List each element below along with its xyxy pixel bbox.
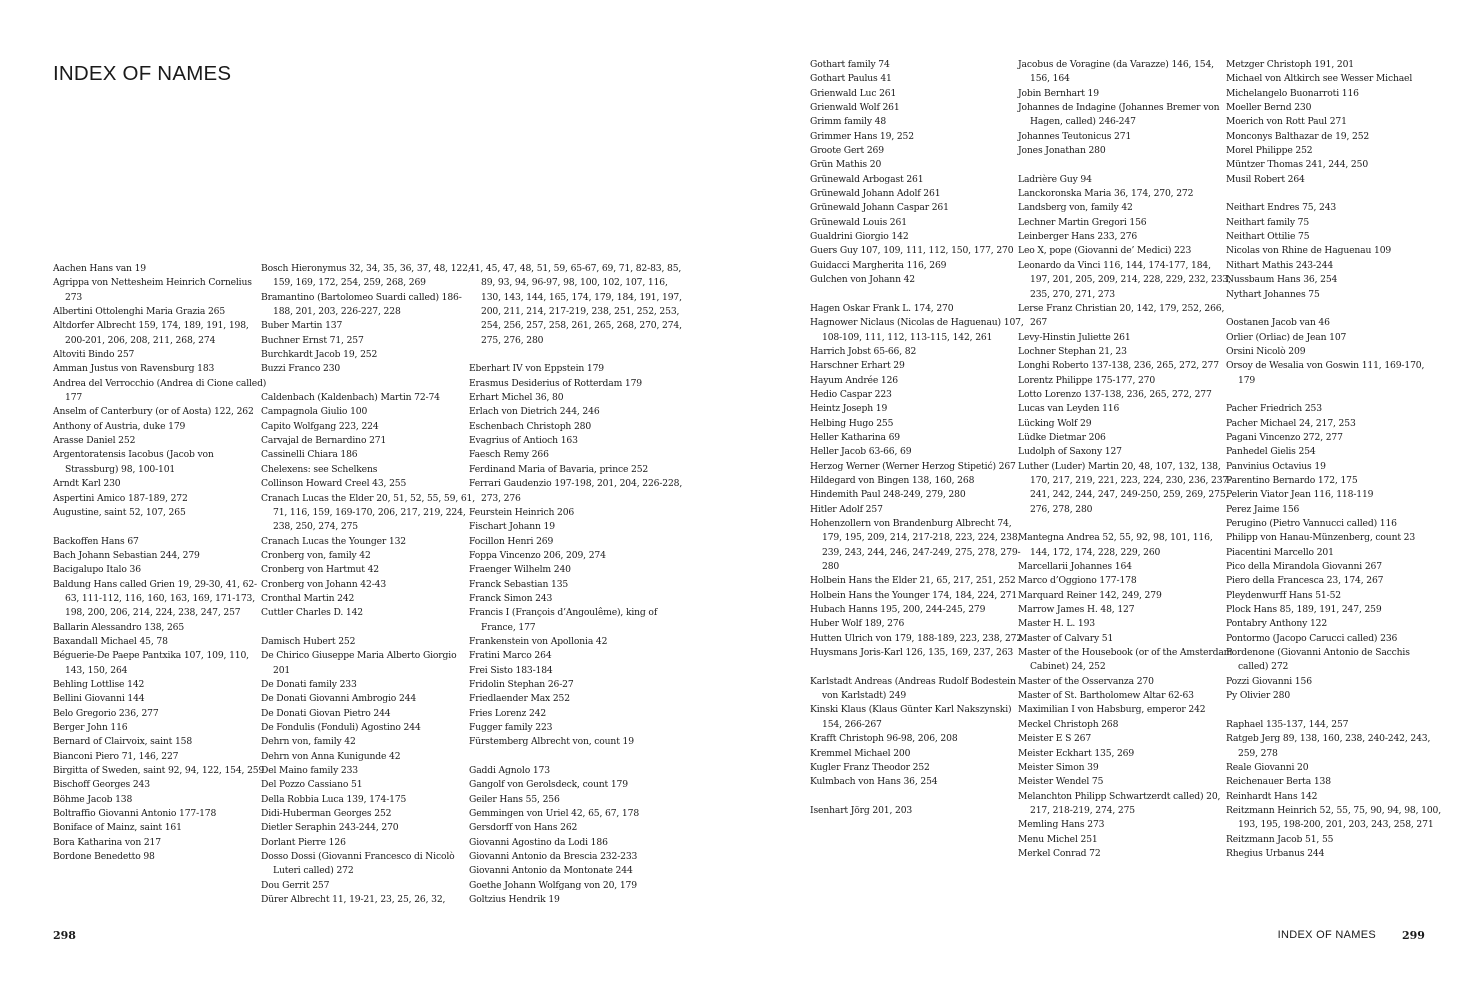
index-entry: Friedlaender Max 252 bbox=[469, 693, 570, 705]
index-entry: Fries Lorenz 242 bbox=[469, 707, 547, 719]
index-entry: Boniface of Mainz, saint 161 bbox=[53, 822, 182, 834]
index-entry: Altdorfer Albrecht 159, 174, 189, 191, 198, 200-201, 206, 208, 211, 268, 274 bbox=[53, 320, 249, 346]
index-entry: Hubach Hanns 195, 200, 244-245, 279 bbox=[810, 604, 986, 616]
index-entry: Dosso Dossi (Giovanni Francesco di Nicolò Luteri called) 272 bbox=[261, 851, 455, 877]
index-entry: Memling Hans 273 bbox=[1018, 819, 1105, 831]
index-entry: Lotto Lorenzo 137-138, 236, 265, 272, 277 bbox=[1018, 388, 1212, 400]
index-entry: Meister E S 267 bbox=[1018, 733, 1092, 745]
index-entry: Herzog Werner (Werner Herzog Stipetić) 267 bbox=[810, 460, 1016, 472]
index-entry: Neithart family 75 bbox=[1226, 216, 1310, 228]
page-title: INDEX OF NAMES bbox=[53, 62, 232, 85]
index-entry: Del Maino family 233 bbox=[261, 765, 358, 777]
index-entry: Baldung Hans called Grien 19, 29-30, 41, 62-63, 111-112, 116, 160, 163, 169, 171-173, 198, 200, 206, 214, 224, 238, 247, 257 bbox=[53, 578, 257, 619]
index-entry: Michael von Altkirch see Wesser Michael bbox=[1226, 73, 1413, 85]
index-entry: Master of St. Bartholomew Altar 62-63 bbox=[1018, 690, 1194, 702]
index-entry: Heller Jacob 63-66, 69 bbox=[810, 446, 912, 458]
index-entry: Gersdorff von Hans 262 bbox=[469, 822, 578, 834]
index-entry: Kremmel Michael 200 bbox=[810, 747, 911, 759]
index-entry: Berger John 116 bbox=[53, 722, 128, 733]
index-entry: Parentino Bernardo 172, 175 bbox=[1226, 474, 1358, 486]
index-entry: Altoviti Bindo 257 bbox=[53, 349, 135, 361]
index-entry: Hagen Oskar Frank L. 174, 270 bbox=[810, 302, 954, 314]
index-entry: Dou Gerrit 257 bbox=[261, 879, 330, 891]
index-entry: Fraenger Wilhelm 240 bbox=[469, 564, 571, 576]
index-entry: Bacigalupo Italo 36 bbox=[53, 564, 141, 576]
index-entry: Plock Hans 85, 189, 191, 247, 259 bbox=[1226, 604, 1382, 616]
index-entry: Eschenbach Christoph 280 bbox=[469, 420, 592, 432]
index-entry: Pelerin Viator Jean 116, 118-119 bbox=[1226, 489, 1374, 501]
index-entry: Grünewald Arbogast 261 bbox=[810, 173, 924, 185]
index-entry: Meckel Christoph 268 bbox=[1018, 718, 1119, 730]
index-entry: Ferrari Gaudenzio 197-198, 201, 204, 226-228, 273, 276 bbox=[469, 478, 683, 504]
index-entry: Geiler Hans 55, 256 bbox=[469, 793, 560, 805]
index-entry: Faesch Remy 266 bbox=[469, 449, 549, 461]
index-entry: Guers Guy 107, 109, 111, 112, 150, 177, 270 bbox=[810, 245, 1014, 257]
index-entry: Frankenstein von Apollonia 42 bbox=[469, 635, 608, 647]
index-entry: Moeller Bernd 230 bbox=[1226, 102, 1312, 114]
index-entry: Carvajal de Bernardino 271 bbox=[261, 435, 387, 447]
index-entry: Birgitta of Sweden, saint 92, 94, 122, 154, 259 bbox=[53, 765, 265, 777]
index-entry: Michelangelo Buonarroti 116 bbox=[1226, 87, 1359, 99]
index-entry: Hitler Adolf 257 bbox=[810, 503, 883, 515]
index-entry: Marquard Reiner 142, 249, 279 bbox=[1018, 589, 1162, 601]
index-entry: Lechner Martin Gregori 156 bbox=[1018, 216, 1147, 228]
index-entry: Master of Calvary 51 bbox=[1018, 632, 1114, 644]
index-entry: De Fondulis (Fonduli) Agostino 244 bbox=[261, 722, 421, 733]
index-entry: Pico della Mirandola Giovanni 267 bbox=[1226, 561, 1382, 573]
index-entry: Franck Simon 243 bbox=[469, 592, 553, 604]
index-entry: Landsberg von, family 42 bbox=[1018, 202, 1133, 214]
index-entry: Augustine, saint 52, 107, 265 bbox=[53, 506, 186, 518]
index-entry: Buzzi Franco 230 bbox=[261, 363, 341, 375]
index-entry: Holbein Hans the Elder 21, 65, 217, 251, 252 bbox=[810, 575, 1016, 587]
index-entry: Goltzius Hendrik 19 bbox=[469, 894, 560, 906]
index-entry: Panvinius Octavius 19 bbox=[1226, 460, 1326, 472]
index-entry: Neithart Endres 75, 243 bbox=[1226, 202, 1337, 214]
index-entry: Pacher Friedrich 253 bbox=[1226, 403, 1322, 415]
index-entry: Metzger Christoph 191, 201 bbox=[1226, 59, 1354, 70]
index-entry: Backoffen Hans 67 bbox=[53, 535, 139, 547]
index-column-3 bbox=[469, 262, 684, 907]
index-entry: Jones Jonathan 280 bbox=[1018, 145, 1106, 157]
index-entry: Bernard of Clairvoix, saint 158 bbox=[53, 736, 193, 748]
index-entry: Lüdke Dietmar 206 bbox=[1018, 431, 1106, 443]
index-entry: Erasmus Desiderius of Rotterdam 179 bbox=[469, 377, 643, 389]
index-entry: Helbing Hugo 255 bbox=[810, 417, 894, 429]
index-entry: Feurstein Heinrich 206 bbox=[469, 506, 575, 518]
index-entry: Dorlant Pierre 126 bbox=[261, 836, 346, 848]
index-entry: Harschner Erhart 29 bbox=[810, 360, 905, 372]
index-entry: Mantegna Andrea 52, 55, 92, 98, 101, 116, 144, 172, 174, 228, 229, 260 bbox=[1018, 532, 1213, 558]
index-entry: Cronberg von, family 42 bbox=[261, 549, 371, 561]
index-entry: Aachen Hans van 19 bbox=[53, 263, 146, 274]
index-entry: Lanckoronska Maria 36, 174, 270, 272 bbox=[1018, 188, 1194, 200]
index-entry: Pacher Michael 24, 217, 253 bbox=[1226, 417, 1356, 429]
index-entry: Ferdinand Maria of Bavaria, prince 252 bbox=[469, 463, 649, 475]
index-entry: Bosch Hieronymus 32, 34, 35, 36, 37, 48, 122, 159, 169, 172, 254, 259, 268, 269 bbox=[261, 263, 471, 289]
index-entry: Raphael 135-137, 144, 257 bbox=[1226, 718, 1349, 730]
index-entry: Müntzer Thomas 241, 244, 250 bbox=[1226, 159, 1369, 171]
index-entry: Reitzmann Heinrich 52, 55, 75, 90, 94, 98, 100, 193, 195, 198-200, 201, 203, 243, 258, 271 bbox=[1226, 804, 1441, 831]
index-entry: Baxandall Michael 45, 78 bbox=[53, 635, 168, 647]
index-entry: Meister Simon 39 bbox=[1018, 761, 1099, 773]
index-entry: Karlstadt Andreas (Andreas Rudolf Bodestein von Karlstadt) 249 bbox=[810, 675, 1016, 702]
index-entry: Campagnola Giulio 100 bbox=[261, 406, 368, 418]
index-entry: Leo X, pope (Giovanni de’ Medici) 223 bbox=[1018, 245, 1192, 257]
index-entry: Marco d’Oggiono 177-178 bbox=[1018, 575, 1137, 587]
index-entry: Hedio Caspar 223 bbox=[810, 388, 892, 400]
index-entry: Erlach von Dietrich 244, 246 bbox=[469, 406, 600, 418]
index-entry: De Chirico Giuseppe Maria Alberto Giorgio 201 bbox=[261, 650, 457, 676]
index-entry: Gangolf von Gerolsdeck, count 179 bbox=[469, 779, 628, 791]
index-entry: Hohenzollern von Brandenburg Albrecht 74, 179, 195, 209, 214, 217-218, 223, 224, 238, 239, 243, 244, 246, 247-249, 275, 278, 279-280 bbox=[810, 518, 1021, 573]
index-entry: Boltraffio Giovanni Antonio 177-178 bbox=[53, 808, 217, 820]
index-entry: Grimm family 48 bbox=[810, 116, 887, 128]
index-entry: Pleydenwurff Hans 51-52 bbox=[1226, 589, 1341, 601]
index-entry: Dietler Seraphin 243-244, 270 bbox=[261, 822, 399, 834]
index-entry: Grimmer Hans 19, 252 bbox=[810, 130, 914, 142]
index-entry: Kinski Klaus (Klaus Günter Karl Nakszynski) 154, 266-267 bbox=[810, 704, 1012, 730]
index-entry: Grienwald Luc 261 bbox=[810, 87, 897, 99]
index-entry: Bellini Giovanni 144 bbox=[53, 693, 145, 705]
index-entry: Arndt Karl 230 bbox=[53, 478, 121, 490]
running-head: INDEX OF NAMES bbox=[1277, 929, 1376, 941]
index-entry: Musil Robert 264 bbox=[1226, 173, 1305, 185]
index-entry: Lucas van Leyden 116 bbox=[1018, 403, 1120, 415]
index-entry: Perez Jaime 156 bbox=[1226, 503, 1300, 515]
index-entry: Johannes Teutonicus 271 bbox=[1018, 130, 1132, 142]
index-entry: Reitzmann Jacob 51, 55 bbox=[1226, 833, 1334, 845]
index-entry: Master H. L. 193 bbox=[1018, 618, 1095, 630]
index-entry: Franck Sebastian 135 bbox=[469, 578, 569, 590]
index-entry: Gaddi Agnolo 173 bbox=[469, 765, 550, 777]
index-entry: Francis I (François d’Angoulême), king of France, 177 bbox=[469, 607, 658, 633]
index-entry: Focillon Henri 269 bbox=[469, 535, 554, 547]
index-entry: Grün Mathis 20 bbox=[810, 159, 882, 171]
index-entry: Dehrn von Anna Kunigunde 42 bbox=[261, 750, 401, 762]
index-entry: Nussbaum Hans 36, 254 bbox=[1226, 274, 1338, 286]
index-entry: Cranach Lucas the Younger 132 bbox=[261, 535, 406, 547]
index-entry: Didi-Huberman Georges 252 bbox=[261, 808, 392, 820]
index-entry: Buber Martin 137 bbox=[261, 320, 343, 332]
index-entry: Collinson Howard Creel 43, 255 bbox=[261, 478, 407, 490]
index-entry: Master of the Osservanza 270 bbox=[1018, 675, 1154, 687]
index-entry: Orlier (Orliac) de Jean 107 bbox=[1226, 331, 1347, 343]
index-entry: Giovanni Antonio da Brescia 232-233 bbox=[469, 851, 638, 863]
index-entry: Pordenone (Giovanni Antonio de Sacchis called) 272 bbox=[1226, 647, 1410, 673]
index-entry: Hildegard von Bingen 138, 160, 268 bbox=[810, 474, 975, 486]
index-entry: Foppa Vincenzo 206, 209, 274 bbox=[469, 549, 606, 561]
index-entry: Lücking Wolf 29 bbox=[1018, 417, 1092, 429]
index-column-2 bbox=[261, 262, 476, 907]
index-entry: Eberhart IV von Eppstein 179 bbox=[469, 363, 604, 375]
index-entry: Lochner Stephan 21, 23 bbox=[1018, 345, 1127, 357]
index-entry: Philipp von Hanau-Münzenberg, count 23 bbox=[1226, 532, 1416, 544]
index-entry: Reinhardt Hans 142 bbox=[1226, 790, 1318, 802]
index-entry: Harrich Jobst 65-66, 82 bbox=[810, 345, 917, 357]
index-column-1 bbox=[53, 262, 268, 864]
index-entry: Piero della Francesca 23, 174, 267 bbox=[1226, 575, 1384, 587]
index-entry: Rhegius Urbanus 244 bbox=[1226, 847, 1325, 859]
index-entry: Py Olivier 280 bbox=[1226, 690, 1291, 702]
index-entry: Pagani Vincenzo 272, 277 bbox=[1226, 431, 1343, 443]
index-entry: Master of the Housebook (or of the Amsterdam Cabinet) 24, 252 bbox=[1018, 647, 1233, 673]
index-entry: Amman Justus von Ravensburg 183 bbox=[53, 363, 215, 375]
index-entry: Andrea del Verrocchio (Andrea di Cione called) 177 bbox=[53, 377, 267, 404]
index-entry: Huber Wolf 189, 276 bbox=[810, 618, 905, 630]
index-entry: Del Pozzo Cassiano 51 bbox=[261, 779, 363, 791]
index-entry: Dürer Albrecht 11, 19-21, 23, 25, 26, 32, bbox=[261, 894, 446, 906]
index-entry: Behling Lottlise 142 bbox=[53, 678, 145, 690]
index-entry: Maximilian I von Habsburg, emperor 242 bbox=[1018, 704, 1206, 716]
index-entry: Melanchton Philipp Schwartzerdt called) 20, 217, 218-219, 274, 275 bbox=[1018, 790, 1221, 816]
index-entry: Jobin Bernhart 19 bbox=[1018, 87, 1099, 99]
index-entry: Damisch Hubert 252 bbox=[261, 635, 356, 647]
index-entry: Hayum Andrée 126 bbox=[810, 374, 898, 386]
index-entry: Pontabry Anthony 122 bbox=[1226, 618, 1328, 630]
index-entry: Gothart Paulus 41 bbox=[810, 73, 892, 85]
index-entry: Aspertini Amico 187-189, 272 bbox=[53, 492, 188, 504]
index-entry: Grünewald Johann Adolf 261 bbox=[810, 188, 941, 200]
index-entry: Arasse Daniel 252 bbox=[53, 435, 136, 447]
index-entry: Böhme Jacob 138 bbox=[53, 793, 133, 805]
index-entry: Groote Gert 269 bbox=[810, 145, 884, 157]
index-column-6 bbox=[1226, 58, 1441, 861]
index-entry: Evagrius of Antioch 163 bbox=[469, 435, 578, 447]
index-entry: Lerse Franz Christian 20, 142, 179, 252, 266, 267 bbox=[1018, 302, 1225, 329]
index-entry: Erhart Michel 36, 80 bbox=[469, 392, 564, 404]
index-entry: Meister Eckhart 135, 269 bbox=[1018, 747, 1135, 759]
index-entry: Johannes de Indagine (Johannes Bremer von Hagen, called) 246-247 bbox=[1018, 102, 1220, 128]
index-column-4 bbox=[810, 58, 1025, 818]
index-entry: Luther (Luder) Martin 20, 48, 107, 132, 138, 170, 217, 219, 221, 223, 224, 230, 236, 237-241, 242, 244, 247, 249-250, 259, 269, 275, 276, 278, 280 bbox=[1018, 460, 1232, 515]
index-entry: Cronberg von Hartmut 42 bbox=[261, 564, 379, 576]
index-entry: Ladrière Guy 94 bbox=[1018, 173, 1092, 185]
index-entry: Nythart Johannes 75 bbox=[1226, 288, 1320, 300]
index-entry: Merkel Conrad 72 bbox=[1018, 847, 1101, 859]
index-entry: Bach Johann Sebastian 244, 279 bbox=[53, 549, 200, 561]
index-entry: Huysmans Joris-Karl 126, 135, 169, 237, 263 bbox=[810, 647, 1014, 659]
index-entry: Gemmingen von Uriel 42, 65, 67, 178 bbox=[469, 808, 640, 820]
index-entry: Belo Gregorio 236, 277 bbox=[53, 707, 159, 719]
index-entry: Ludolph of Saxony 127 bbox=[1018, 446, 1122, 458]
index-entry: Cronberg von Johann 42-43 bbox=[261, 578, 387, 590]
index-entry: Giovanni Antonio da Montonate 244 bbox=[469, 865, 633, 877]
index-entry: Buchner Ernst 71, 257 bbox=[261, 334, 364, 346]
index-entry: Kulmbach von Hans 36, 254 bbox=[810, 776, 938, 788]
index-entry: Isenhart Jörg 201, 203 bbox=[810, 804, 913, 816]
index-entry: Albertini Ottolenghi Maria Grazia 265 bbox=[53, 306, 226, 318]
index-entry: Caldenbach (Kaldenbach) Martin 72-74 bbox=[261, 392, 440, 404]
index-entry: Fürstemberg Albrecht von, count 19 bbox=[469, 736, 634, 748]
index-entry: Leinberger Hans 233, 276 bbox=[1018, 231, 1138, 243]
index-entry: Fischart Johann 19 bbox=[469, 521, 555, 533]
index-entry: Longhi Roberto 137-138, 236, 265, 272, 277 bbox=[1018, 360, 1219, 372]
index-entry: Chelexens: see Schelkens bbox=[261, 463, 378, 475]
index-entry: Cuttler Charles D. 142 bbox=[261, 607, 363, 619]
index-entry: Heller Katharina 69 bbox=[810, 431, 900, 443]
index-entry: Menu Michel 251 bbox=[1018, 833, 1098, 845]
index-entry: Neithart Ottilie 75 bbox=[1226, 231, 1310, 243]
index-entry: Gualdrini Giorgio 142 bbox=[810, 231, 909, 243]
index-entry: Meister Wendel 75 bbox=[1018, 776, 1104, 788]
index-entry: Bordone Benedetto 98 bbox=[53, 851, 155, 863]
index-entry: Hutten Ulrich von 179, 188-189, 223, 238, 272 bbox=[810, 632, 1023, 644]
index-entry: Piacentini Marcello 201 bbox=[1226, 546, 1334, 558]
index-entry: Anselm of Canterbury (or of Aosta) 122, 262 bbox=[53, 406, 254, 418]
index-entry: Heintz Joseph 19 bbox=[810, 403, 888, 415]
index-entry: Cranach Lucas the Elder 20, 51, 52, 55, 59, 61, 71, 116, 159, 169-170, 206, 217, 219, 224, 238, 250, 274, 275 bbox=[261, 492, 476, 533]
page-number-right: 299 bbox=[1402, 929, 1425, 942]
index-entry: Bianconi Piero 71, 146, 227 bbox=[53, 750, 179, 762]
index-entry: Cronthal Martin 242 bbox=[261, 592, 355, 604]
index-entry: 41, 45, 47, 48, 51, 59, 65-67, 69, 71, 82-83, 85, 89, 93, 94, 96-97, 98, 100, 102, 107, 116, 130, 143, 144, 165, 174, 179, 184, 191, 197, 200, 211, 214, 217-219, 238, 251, 252, 253, 254, 256, 257, 258, 261, 265, 268, 270, 274, 275, 276, 280 bbox=[469, 263, 682, 346]
index-entry: Nicolas von Rhine de Haguenau 109 bbox=[1226, 245, 1392, 257]
index-entry: Goethe Johann Wolfgang von 20, 179 bbox=[469, 879, 637, 891]
index-entry: Reale Giovanni 20 bbox=[1226, 761, 1309, 773]
index-entry: Grienwald Wolf 261 bbox=[810, 102, 900, 114]
index-entry: Argentoratensis Iacobus (Jacob von Strassburg) 98, 100-101 bbox=[53, 449, 214, 475]
index-entry: Krafft Christoph 96-98, 206, 208 bbox=[810, 733, 958, 745]
index-entry: Pozzi Giovanni 156 bbox=[1226, 675, 1312, 687]
index-entry: Holbein Hans the Younger 174, 184, 224, 271 bbox=[810, 589, 1018, 601]
index-entry: Jacobus de Voragine (da Varazze) 146, 154, 156, 164 bbox=[1018, 59, 1214, 85]
index-entry: Bischoff Georges 243 bbox=[53, 779, 150, 791]
index-entry: Moerich von Rott Paul 271 bbox=[1226, 116, 1347, 128]
index-entry: Leonardo da Vinci 116, 144, 174-177, 184, 197, 201, 205, 209, 214, 228, 229, 232, 233, 235, 270, 271, 273 bbox=[1018, 259, 1231, 300]
index-entry: Pontormo (Jacopo Carucci called) 236 bbox=[1226, 632, 1398, 644]
index-entry: Gulchen von Johann 42 bbox=[810, 274, 915, 286]
index-entry: Béguerie-De Paepe Pantxika 107, 109, 110, 143, 150, 264 bbox=[53, 650, 249, 676]
index-entry: Fugger family 223 bbox=[469, 722, 553, 733]
page-number-left: 298 bbox=[53, 929, 76, 942]
index-entry: Ballarin Alessandro 138, 265 bbox=[53, 621, 185, 633]
index-entry: Guidacci Margherita 116, 269 bbox=[810, 259, 947, 271]
index-entry: Capito Wolfgang 223, 224 bbox=[261, 420, 379, 432]
index-entry: Bora Katharina von 217 bbox=[53, 836, 161, 848]
index-entry: Grünewald Johann Caspar 261 bbox=[810, 202, 949, 214]
index-entry: De Donati Giovanni Ambrogio 244 bbox=[261, 693, 417, 705]
index-entry: Hagnower Niclaus (Nicolas de Haguenau) 107, 108-109, 111, 112, 113-115, 142, 261 bbox=[810, 317, 1024, 343]
index-entry: Lorentz Philippe 175-177, 270 bbox=[1018, 374, 1156, 386]
index-entry: Monconys Balthazar de 19, 252 bbox=[1226, 130, 1370, 142]
index-entry: Levy-Hinstin Juliette 261 bbox=[1018, 331, 1131, 343]
index-entry: De Donati Giovan Pietro 244 bbox=[261, 707, 391, 719]
index-entry: Gothart family 74 bbox=[810, 59, 890, 70]
index-entry: Orsoy de Wesalia von Goswin 111, 169-170, 179 bbox=[1226, 360, 1425, 386]
index-entry: Grünewald Louis 261 bbox=[810, 216, 907, 228]
index-entry: Anthony of Austria, duke 179 bbox=[53, 420, 186, 432]
index-entry: Ratgeb Jerg 89, 138, 160, 238, 240-242, 243, 259, 278 bbox=[1226, 733, 1431, 759]
index-entry: Della Robbia Luca 139, 174-175 bbox=[261, 793, 407, 805]
index-entry: Hindemith Paul 248-249, 279, 280 bbox=[810, 489, 966, 501]
index-entry: Morel Philippe 252 bbox=[1226, 145, 1313, 157]
index-entry: Dehrn von, family 42 bbox=[261, 736, 356, 748]
index-entry: De Donati family 233 bbox=[261, 678, 357, 690]
index-entry: Orsini Nicolò 209 bbox=[1226, 345, 1306, 357]
index-entry: Reichenauer Berta 138 bbox=[1226, 776, 1331, 788]
index-column-5 bbox=[1018, 58, 1233, 861]
index-entry: Giovanni Agostino da Lodi 186 bbox=[469, 836, 608, 848]
index-entry: Agrippa von Nettesheim Heinrich Cornelius 273 bbox=[53, 277, 252, 303]
index-entry: Kugler Franz Theodor 252 bbox=[810, 761, 930, 773]
index-entry: Oostanen Jacob van 46 bbox=[1226, 317, 1330, 329]
index-entry: Fratini Marco 264 bbox=[469, 650, 552, 662]
index-entry: Bramantino (Bartolomeo Suardi called) 186-188, 201, 203, 226-227, 228 bbox=[261, 291, 462, 318]
index-entry: Marrow James H. 48, 127 bbox=[1018, 604, 1135, 616]
index-entry: Fridolin Stephan 26-27 bbox=[469, 678, 574, 690]
index-entry: Marcellarii Johannes 164 bbox=[1018, 561, 1132, 573]
index-entry: Perugino (Pietro Vannucci called) 116 bbox=[1226, 518, 1397, 529]
index-entry: Nithart Mathis 243-244 bbox=[1226, 259, 1334, 271]
index-entry: Panhedel Gielis 254 bbox=[1226, 446, 1316, 458]
index-entry: Burchkardt Jacob 19, 252 bbox=[261, 349, 378, 361]
index-entry: Cassinelli Chiara 186 bbox=[261, 449, 358, 461]
index-entry: Frei Sisto 183-184 bbox=[469, 664, 553, 676]
